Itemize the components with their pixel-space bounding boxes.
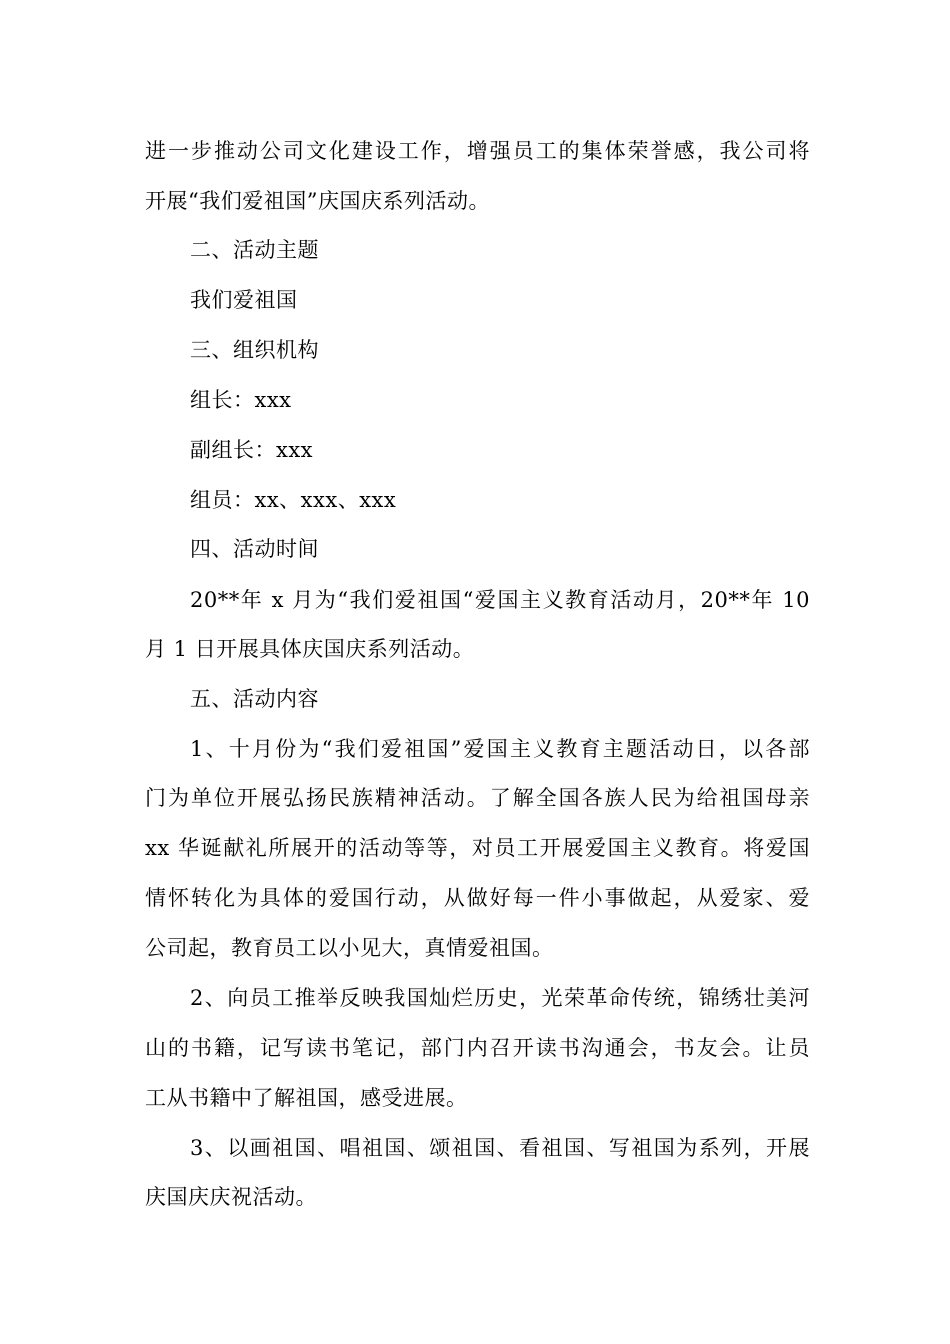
section-heading-time: 四、活动时间 — [190, 537, 319, 561]
section-heading-theme: 二、活动主题 — [190, 238, 319, 262]
time-paragraph-line-2: 月 1 日开展具体庆国庆系列活动。 — [145, 637, 475, 661]
item-1-line-2: 门为单位开展弘扬民族精神活动。了解全国各族人民为给祖国母亲 — [145, 786, 810, 810]
item-1-line-4: 情怀转化为具体的爱国行动，从做好每一件小事做起，从爱家、爱 — [145, 886, 810, 910]
deputy-team-leader: 副组长：xxx — [190, 438, 314, 462]
section-heading-content: 五、活动内容 — [190, 687, 319, 711]
item-1-line-3: xx 华诞献礼所展开的活动等等，对员工开展爱国主义教育。将爱国 — [145, 836, 810, 860]
team-leader: 组长：xxx — [190, 388, 292, 412]
item-3-line-1: 3、以画祖国、唱祖国、颂祖国、看祖国、写祖国为系列，开展 — [190, 1136, 810, 1160]
item-2-line-3: 工从书籍中了解祖国，感受进展。 — [145, 1086, 468, 1110]
section-heading-organization: 三、组织机构 — [190, 338, 319, 362]
team-members: 组员：xx、xxx、xxx — [190, 488, 397, 512]
item-1-line-5: 公司起，教育员工以小见大，真情爱祖国。 — [145, 936, 554, 960]
paragraph-intro-line-1: 进一步推动公司文化建设工作，增强员工的集体荣誉感，我公司将 — [145, 139, 810, 163]
paragraph-intro-line-2: 开展“我们爱祖国”庆国庆系列活动。 — [145, 189, 490, 213]
theme-text: 我们爱祖国 — [190, 288, 298, 312]
item-3-line-2: 庆国庆庆祝活动。 — [145, 1185, 317, 1209]
item-2-line-1: 2、向员工推举反映我国灿烂历史，光荣革命传统，锦绣壮美河 — [190, 986, 810, 1010]
item-2-line-2: 山的书籍，记写读书笔记，部门内召开读书沟通会，书友会。让员 — [145, 1036, 810, 1060]
time-paragraph-line-1: 20**年 x 月为“我们爱祖国“爱国主义教育活动月，20**年 10 — [190, 588, 810, 612]
item-1-line-1: 1、十月份为“我们爱祖国”爱国主义教育主题活动日，以各部 — [190, 737, 810, 761]
